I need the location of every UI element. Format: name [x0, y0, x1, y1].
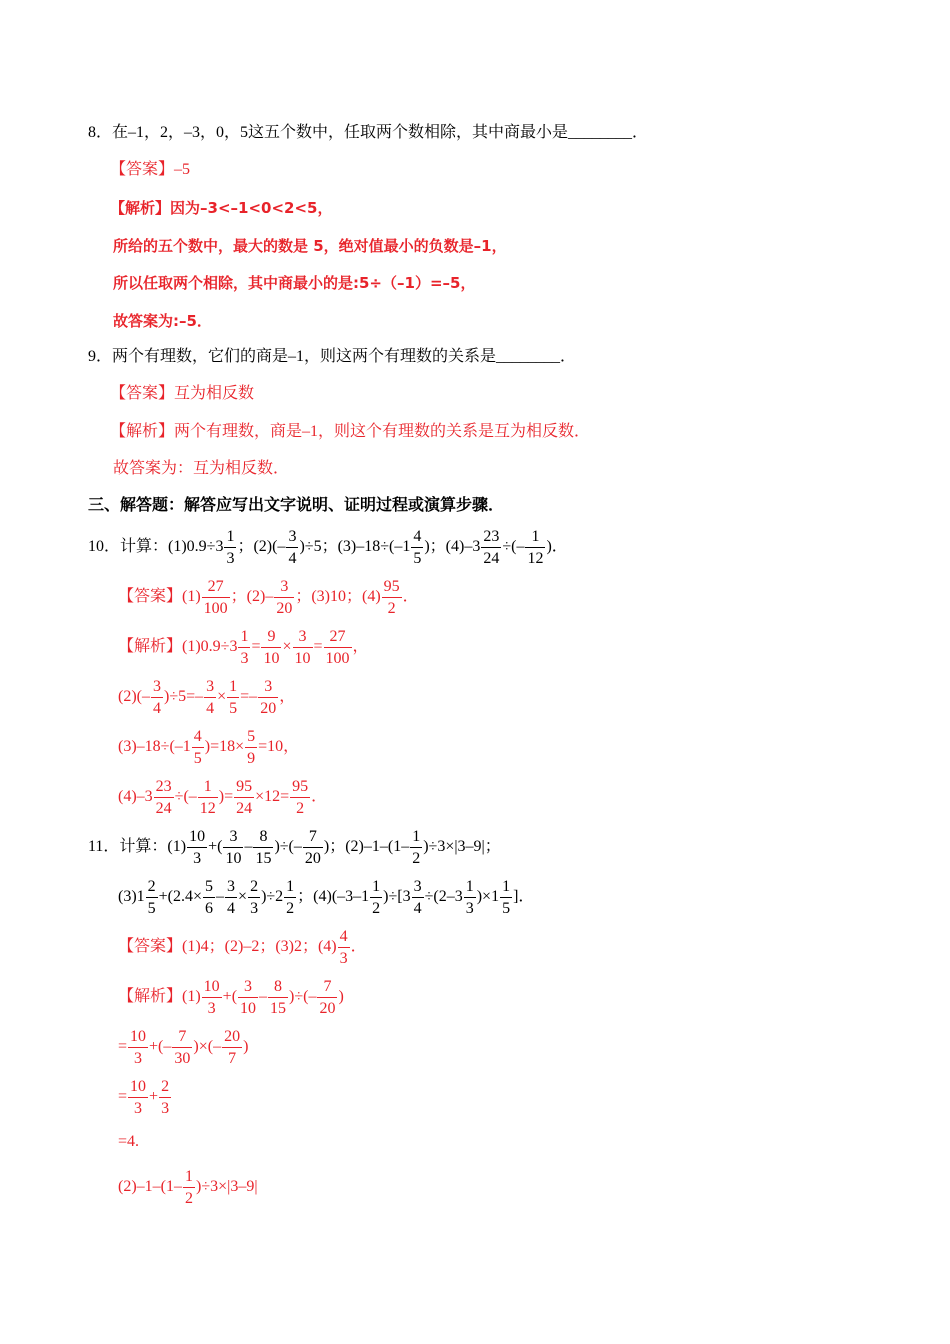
- fraction: $\frac{1}{2}$: [412, 828, 421, 867]
- fraction: $\frac{10}{3}$: [203, 978, 220, 1017]
- fraction: $\frac{1}{3}$: [226, 528, 235, 567]
- fraction: $\frac{95}{2}$: [383, 578, 400, 617]
- q8-analysis-line-2: 所给的五个数中，最大的数是 5，绝对值最小的负数是–1，: [113, 237, 507, 255]
- fraction: $\frac{23}{24}$: [155, 778, 172, 817]
- fraction: $\frac{95}{24}$: [236, 778, 253, 817]
- fraction: $\frac{95}{2}$: [292, 778, 309, 817]
- fraction: $\frac{7}{20}$: [319, 978, 336, 1017]
- fraction: $\frac{10}{3}$: [130, 1028, 147, 1067]
- q8-analysis-line-4: 故答案为:–5．: [113, 312, 212, 330]
- fraction: $\frac{3}{20}$: [276, 578, 293, 617]
- q8-question: 8．在–1，2，–3，0，5这五个数中，任取两个数相除，其中商最小是________．: [88, 124, 649, 141]
- q9-analysis-line-1: 【解析】两个有理数，商是–1，则这个有理数的关系是互为相反数．: [110, 423, 591, 440]
- q11-question-line-1: 11．计算：(1) $\frac{10}{3}$ +( $\frac{3}{10}$ – $\frac{8}{15}$ )÷(– $\frac{7}{20}$ )；(2)–1–(1– $\frac{1}{2}$ )÷3×|3–9|；: [88, 828, 501, 867]
- fraction: $\frac{3}{4}$: [227, 878, 236, 917]
- fraction: $\frac{4}{5}$: [193, 728, 202, 767]
- fraction: $\frac{5}{9}$: [247, 728, 256, 767]
- fraction: $\frac{1}{2}$: [286, 878, 295, 917]
- fraction: $\frac{23}{24}$: [483, 528, 500, 567]
- q11-analysis-2: = $\frac{10}{3}$ +(– $\frac{7}{30}$ )×(– $\frac{20}{7}$ ): [118, 1028, 249, 1067]
- q11-analysis-5: (2)–1–(1– $\frac{1}{2}$ )÷3×|3–9|: [118, 1168, 258, 1207]
- fraction: $\frac{27}{100}$: [203, 578, 228, 617]
- fraction: $\frac{5}{6}$: [205, 878, 214, 917]
- fraction: $\frac{3}{10}$: [294, 628, 311, 667]
- q9-analysis-line-2: 故答案为：互为相反数．: [113, 460, 290, 477]
- q9-question: 9．两个有理数，它们的商是–1，则这两个有理数的关系是________．: [88, 348, 577, 365]
- fraction: $\frac{1}{12}$: [199, 778, 216, 817]
- section-title: 三、解答题：解答应写出文字说明、证明过程或演算步骤．: [88, 497, 505, 514]
- q10-question: 10．计算：(1)0.9÷3 $\frac{1}{3}$ ；(2)(– $\frac{3}{4}$ )÷5；(3)–18÷(–1 $\frac{4}{5}$ )；(4)–3 $\frac{23}{24}$ ÷(– $\frac{1}{12}$ )．: [88, 528, 568, 567]
- fraction: $\frac{1}{12}$: [527, 528, 544, 567]
- q10-analysis-4: (4)–3 $\frac{23}{24}$ ÷(– $\frac{1}{12}$ )= $\frac{95}{24}$ ×12= $\frac{95}{2}$ ．: [118, 778, 328, 817]
- fraction: $\frac{1}{3}$: [240, 628, 249, 667]
- q11-question-line-2: (3)1 $\frac{2}{5}$ +(2.4× $\frac{5}{6}$ – $\frac{3}{4}$ × $\frac{2}{3}$ )÷2 $\frac{1}{2}$ ；(4)(–3–1 $\frac{1}{2}$ )÷[3 $\frac{3}{4}$ ÷(2–3 $\frac{1}{3}$ )×1 $\frac{1}{5}$ ]．: [118, 878, 535, 917]
- fraction: $\frac{2}{3}$: [250, 878, 259, 917]
- fraction: $\frac{1}{2}$: [184, 1168, 193, 1207]
- fraction: $\frac{3}{4}$: [206, 678, 215, 717]
- fraction: $\frac{3}{4}$: [152, 678, 161, 717]
- q10-answer: 【答案】(1) $\frac{27}{100}$ ；(2)– $\frac{3}{20}$ ；(3)10；(4) $\frac{95}{2}$ ．: [118, 578, 419, 617]
- fraction: $\frac{4}{3}$: [339, 928, 348, 967]
- fraction: $\frac{7}{30}$: [174, 1028, 191, 1067]
- fraction: $\frac{8}{15}$: [270, 978, 287, 1017]
- fraction: $\frac{10}{3}$: [130, 1078, 147, 1117]
- fraction: $\frac{1}{2}$: [372, 878, 381, 917]
- q9-answer: 【答案】互为相反数: [110, 385, 255, 402]
- fraction: $\frac{3}{4}$: [413, 878, 422, 917]
- q10-analysis-3: (3)–18÷(–1 $\frac{4}{5}$ )=18× $\frac{5}{9}$ =10，: [118, 728, 300, 767]
- q8-answer: 【答案】–5: [110, 161, 191, 178]
- fraction: $\frac{1}{5}$: [229, 678, 238, 717]
- fraction: $\frac{3}{20}$: [260, 678, 277, 717]
- fraction: $\frac{27}{100}$: [325, 628, 350, 667]
- fraction: $\frac{9}{10}$: [263, 628, 280, 667]
- fraction: $\frac{10}{3}$: [189, 828, 206, 867]
- fraction: $\frac{8}{15}$: [255, 828, 272, 867]
- fraction: $\frac{4}{5}$: [413, 528, 422, 567]
- q11-analysis-1: 【解析】(1) $\frac{10}{3}$ +( $\frac{3}{10}$ – $\frac{8}{15}$ )÷(– $\frac{7}{20}$ ): [118, 978, 344, 1017]
- fraction: $\frac{3}{10}$: [240, 978, 257, 1017]
- fraction: $\frac{2}{3}$: [161, 1078, 170, 1117]
- fraction: $\frac{20}{7}$: [224, 1028, 241, 1067]
- q10-analysis-2: (2)(– $\frac{3}{4}$ )÷5=– $\frac{3}{4}$ × $\frac{1}{5}$ =– $\frac{3}{20}$ ，: [118, 678, 296, 717]
- q8-analysis-line-3: 所以任取两个相除，其中商最小的是:5÷（–1）=–5，: [113, 274, 476, 292]
- fraction: $\frac{3}{4}$: [288, 528, 297, 567]
- q11-answer: 【答案】(1)4；(2)–2；(3)2；(4) $\frac{4}{3}$ ．: [118, 928, 367, 967]
- q8-analysis-line-1: 【解析】因为–3<–1<0<2<5，: [110, 199, 333, 217]
- fraction: $\frac{1}{5}$: [502, 878, 511, 917]
- fraction: $\frac{3}{10}$: [225, 828, 242, 867]
- fraction: $\frac{1}{3}$: [465, 878, 474, 917]
- fraction: $\frac{7}{20}$: [304, 828, 321, 867]
- q11-analysis-3: = $\frac{10}{3}$ + $\frac{2}{3}$: [118, 1078, 170, 1117]
- q10-analysis-1: 【解析】(1)0.9÷3 $\frac{1}{3}$ = $\frac{9}{10}$ × $\frac{3}{10}$ = $\frac{27}{100}$ ，: [118, 628, 369, 667]
- fraction: $\frac{2}{5}$: [147, 878, 156, 917]
- q11-analysis-4: =4.: [118, 1133, 140, 1150]
